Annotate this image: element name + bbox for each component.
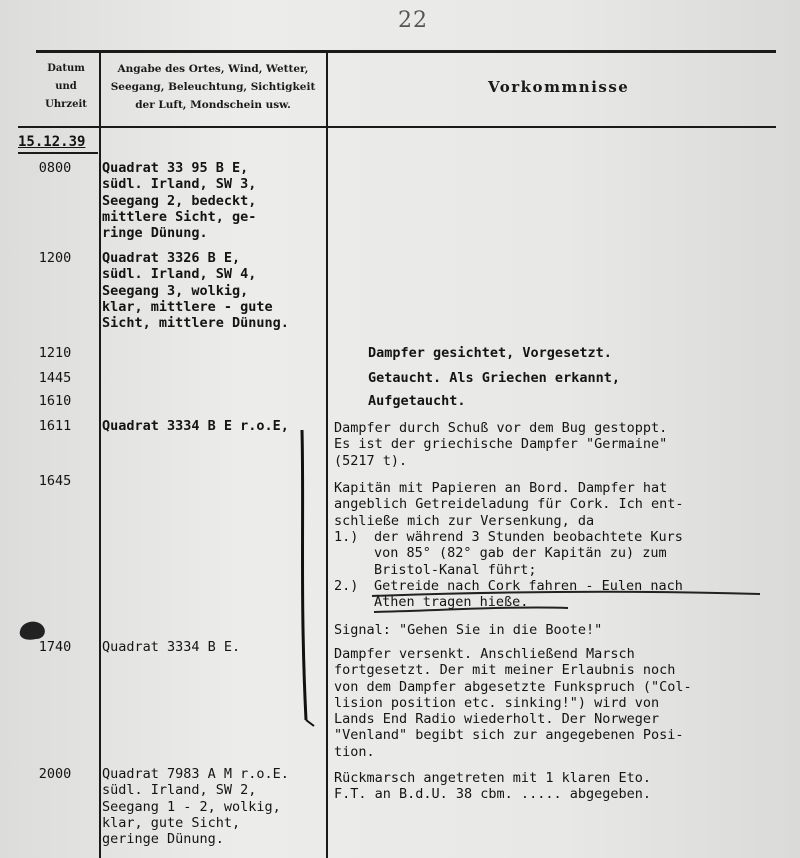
entry-position: Quadrat 3334 B E r.o.E,	[102, 418, 289, 434]
reason-number: 1.)	[334, 529, 359, 545]
entry-time: 1610	[38, 393, 72, 409]
entry-event: Aufgetaucht.	[368, 393, 466, 409]
header-bottom-rule	[18, 126, 776, 128]
entry-time: 1740	[38, 639, 72, 655]
column-divider-1	[99, 52, 101, 858]
entry-event: Rückmarsch angetreten mit 1 klaren Eto. F.T. an B.d.U. 38 cbm. ..... abgegeben.	[334, 770, 651, 803]
header-events: Vorkommnisse	[488, 78, 630, 96]
reason-text: Getreide nach Cork fahren - Eulen nach Athen tragen hieße.	[374, 578, 683, 611]
entry-time: 1611	[38, 418, 72, 434]
entry-event: Getaucht. Als Griechen erkannt,	[368, 370, 620, 386]
header-date: Datum und Uhrzeit	[45, 63, 87, 110]
header-location: Angabe des Ortes, Wind, Wetter, Seegang, Beleuchtung, Sichtigkeit der Luft, Mondschein usw.	[110, 63, 316, 111]
top-rule	[36, 50, 776, 53]
entry-position: Quadrat 3326 B E, südl. Irland, SW 4, Seegang 3, wolkig, klar, mittlere - gute Sicht, mittlere Dünung.	[102, 250, 289, 332]
entry-time: 1645	[38, 473, 72, 489]
entry-event: Dampfer gesichtet, Vorgesetzt.	[368, 345, 612, 361]
handwritten-bracket	[290, 420, 330, 740]
date-underline	[18, 152, 98, 154]
entry-time: 0800	[38, 160, 72, 176]
ink-blot	[14, 615, 54, 645]
entry-time: 1200	[38, 250, 72, 266]
entry-position: Quadrat 7983 A M r.o.E. südl. Irland, SW 2, Seegang 1 - 2, wolkig, klar, gute Sicht, geringe Dünung.	[102, 766, 289, 848]
log-date: 15.12.39	[18, 134, 86, 150]
entry-event: Dampfer versenkt. Anschließend Marsch fortgesetzt. Der mit meiner Erlaubnis noch von dem Dampfer abgesetzte Funkspruch ("Col- lision position etc. sinking!") wird von Lands End Radio wiederholt. Der Norweger "Venland" begibt sich zur angegebenen Posi- tion.	[334, 646, 692, 760]
page-number: 22	[398, 8, 428, 33]
entry-time: 1445	[38, 370, 72, 386]
reason-text: der während 3 Stunden beobachtete Kurs von 85° (82° gab der Kapitän zu) zum Bristol-Kanal führt;	[374, 529, 683, 578]
signal-line: Signal: "Gehen Sie in die Boote!"	[334, 622, 603, 638]
reason-number: 2.)	[334, 578, 359, 594]
entry-time: 2000	[38, 766, 72, 782]
entry-event: Dampfer durch Schuß vor dem Bug gestoppt. Es ist der griechische Dampfer "Germaine" (5217 t).	[334, 420, 668, 469]
handwritten-underline	[368, 590, 788, 620]
entry-position: Quadrat 33 95 B E, südl. Irland, SW 3, Seegang 2, bedeckt, mittlere Sicht, ge- ringe Dünung.	[102, 160, 257, 242]
entry-time: 1210	[38, 345, 72, 361]
entry-position: Quadrat 3334 B E.	[102, 639, 241, 655]
entry-event: Kapitän mit Papieren an Bord. Dampfer hat angeblich Getreideladung für Cork. Ich ent- schließe mich zur Versenkung, da	[334, 480, 684, 529]
